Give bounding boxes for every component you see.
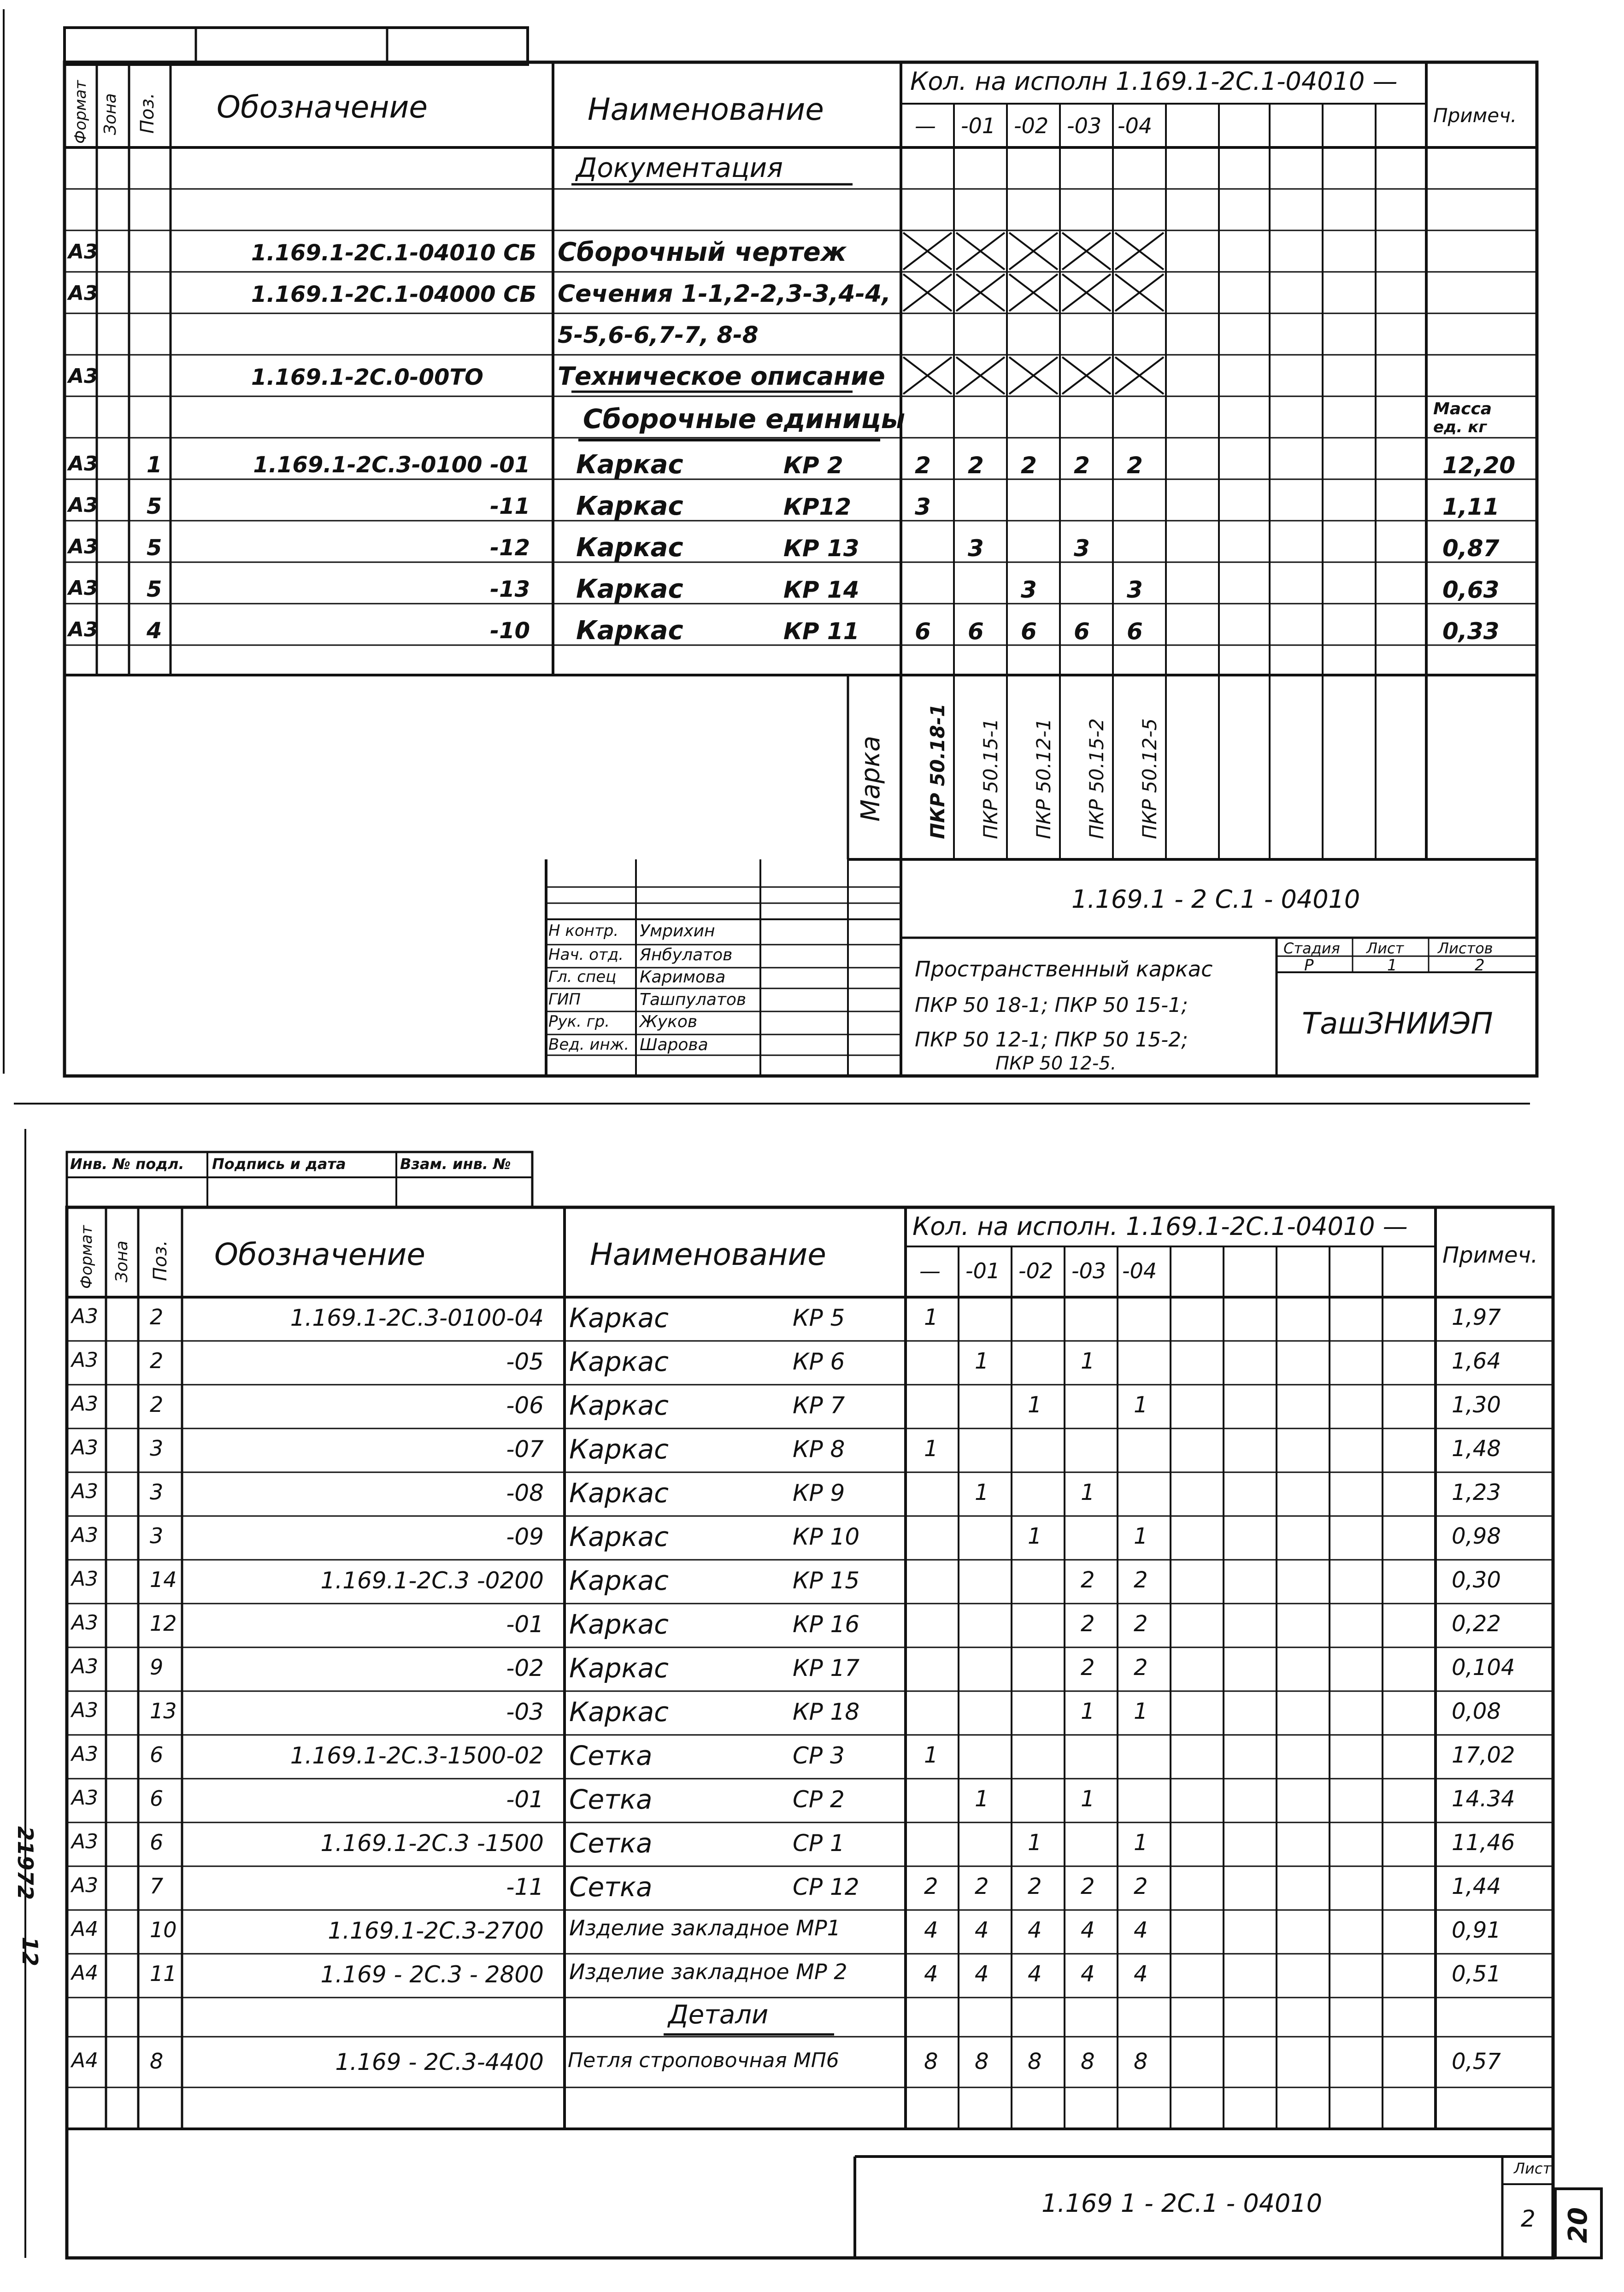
col-header-name: Наименование [588,92,824,127]
row-designation: -11 [506,1874,544,1900]
row-note: 0,51 [1452,1961,1501,1987]
row-mark: КР 16 [793,1611,860,1638]
row-designation: -13 [490,576,530,602]
row-designation: -12 [490,535,530,561]
row-name: Каркас [569,1521,669,1552]
row-name: Изделие закладное МР 2 [569,1959,847,1984]
row-name: Каркас [576,533,683,563]
row-format: А4 [71,2049,99,2072]
row-qty: 4 [975,1961,989,1987]
row-qty: 1 [1134,1392,1148,1418]
row-note: 12,20 [1442,452,1516,479]
row-designation: 1.169 - 2С.3-4400 [335,2049,544,2075]
doc-row-designation: 1.169.1-2С.1-04000 СБ [251,282,537,307]
row-note: 14.34 [1452,1786,1515,1812]
variant-0: — [915,113,936,138]
section-assemblies: Сборочные единицы [583,403,906,435]
variant-2: -02 [1014,113,1049,138]
stamp-code: 1.169.1 - 2 С.1 - 04010 [1071,885,1360,914]
row-name: Каркас [576,450,683,480]
row-mark: СР 12 [793,1874,859,1900]
variant-1: -01 [965,1258,1000,1283]
stamp-role: Н контр. [548,922,619,940]
row-designation: -10 [490,618,530,644]
side-text: 12 [18,1937,42,1967]
row-designation: 1.169.1-2С.3-0100-04 [290,1305,544,1331]
row-format: А3 [68,618,98,641]
row-note: 1,44 [1452,1874,1501,1899]
doc-row-designation: 1.169.1-2С.1-04010 СБ [251,240,537,266]
row-qty: 4 [924,1917,938,1943]
mass-header-unit: ед. кг [1433,418,1487,436]
row-designation: -05 [506,1348,544,1375]
row-designation: -03 [506,1698,544,1725]
marka-2: ПКР 50.12-1 [1032,718,1055,839]
marka-label: Марка [856,735,886,822]
row-qty: 1 [924,1436,938,1462]
row-note: 0,33 [1442,618,1500,645]
row-note: 0,30 [1452,1567,1501,1593]
row-pos: 11 [150,1961,177,1986]
col-header-note: Примеч. [1442,1242,1538,1268]
row-mark: КР 6 [793,1348,845,1375]
row-qty: 2 [1021,452,1037,479]
mass-header: Масса [1433,400,1492,418]
col-header-pos: Поз. [137,93,158,134]
row-qty: 3 [1074,535,1090,562]
row-qty: 4 [1028,1961,1042,1987]
row-mark: КР 13 [783,535,859,562]
row-mark: КР 11 [783,618,859,645]
row-pos: 6 [150,1742,164,1767]
col-header-format: Формат [71,80,90,144]
row-qty: 6 [915,618,931,645]
row-qty: 6 [1127,618,1143,645]
row-designation: -01 [506,1786,544,1813]
row-note: 1,11 [1442,494,1500,520]
stamp-title-line: Пространственный каркас [915,957,1213,981]
row-mark: КР 15 [793,1567,860,1594]
row-format: А3 [71,1611,99,1634]
row-name: Каркас [569,1609,669,1640]
row-note: 0,22 [1452,1611,1501,1637]
row-qty: 2 [1081,1611,1095,1637]
row-qty: 1 [924,1742,938,1768]
row-qty: 2 [924,1874,938,1899]
doc-row-designation: 1.169.1-2С.0-00ТО [251,364,483,390]
stamp-role: Вед. инж. [548,1035,630,1054]
row-mark: КР 17 [793,1655,860,1681]
row-qty: 2 [968,452,984,479]
col-header-zone: Зона [101,93,120,135]
row-note: 1,30 [1452,1392,1501,1418]
row-qty: 1 [975,1348,989,1374]
row-name: Изделие закладное МР1 [569,1916,841,1940]
col-header-pos: Поз. [150,1240,171,1281]
row-qty: 8 [1134,2049,1148,2075]
row-qty: 3 [1021,576,1037,603]
row-format: А3 [71,1436,99,1459]
stamp-role: Нач. отд. [548,946,624,964]
row-format: А3 [68,576,98,600]
bottom-code: 1.169 1 - 2С.1 - 04010 [1041,2189,1323,2218]
doc-row-name: Техническое описание [558,362,885,391]
row-designation: 1.169.1-2С.3-2700 [328,1917,544,1944]
row-designation: -11 [490,494,530,519]
row-mark: КР 7 [793,1392,845,1419]
doc-row-format: А3 [68,364,98,388]
row-qty: 3 [968,535,984,562]
stamp-person: Каримова [640,968,726,987]
row-name: Каркас [569,1565,669,1596]
row-format: А3 [71,1480,99,1503]
section-documentation: Документация [576,152,783,183]
row-designation: -07 [506,1436,544,1463]
stamp-person: Ташпулатов [640,990,747,1009]
row-designation: 1.169 - 2С.3 - 2800 [320,1961,544,1988]
row-pos: 6 [150,1830,164,1855]
row-qty: 4 [1028,1917,1042,1943]
row-qty: 2 [1028,1874,1042,1899]
row-mark: КР12 [783,494,852,520]
stamp-role: ГИП [548,990,581,1009]
row-format: А3 [71,1874,99,1897]
doc-row-format: А3 [68,282,98,305]
inv-header: Инв. № подл. [70,1155,184,1173]
row-qty: 6 [1021,618,1037,645]
row-qty: 1 [1134,1698,1148,1724]
row-qty: 2 [1134,1567,1148,1593]
stamp-person: Жуков [640,1012,698,1031]
row-qty: 8 [975,2049,989,2075]
stamp-title-line: ПКР 50 18-1; ПКР 50 15-1; [915,993,1188,1017]
row-qty: 2 [1134,1655,1148,1681]
row-qty: 2 [1134,1874,1148,1899]
stamp-sheet: 1 [1387,956,1397,975]
row-qty: 4 [1081,1961,1095,1987]
row-qty: 1 [975,1480,989,1505]
row-format: А3 [71,1348,99,1372]
row-format: А3 [71,1742,99,1766]
row-designation: -02 [506,1655,544,1681]
row-pos: 3 [150,1436,164,1461]
row-note: 0,87 [1442,535,1500,562]
row-pos: 5 [147,494,162,519]
stamp-stage: Р [1304,956,1314,975]
row-pos: 12 [150,1611,177,1636]
row-qty: 1 [1081,1348,1095,1374]
variant-3: -03 [1071,1258,1106,1283]
row-qty: 8 [1028,2049,1042,2075]
stamp-person: Янбулатов [640,946,733,964]
row-pos: 10 [150,1917,177,1942]
row-format: А3 [71,1305,99,1328]
row-format: А3 [71,1655,99,1678]
row-pos: 7 [150,1874,164,1898]
variant-1: -01 [961,113,996,138]
row-pos: 14 [150,1567,177,1592]
row-mark: КР 5 [793,1305,845,1331]
row-qty: 1 [1081,1480,1095,1505]
row-pos: 5 [147,576,162,602]
row-note: 0,104 [1452,1655,1515,1681]
bottom-sheet-no: 2 [1521,2205,1536,2232]
row-qty: 2 [1134,1611,1148,1637]
row-name: Каркас [576,574,683,604]
row-qty: 6 [968,618,984,645]
row-qty: 1 [975,1786,989,1812]
row-designation: -08 [506,1480,544,1506]
marka-4: ПКР 50.12-5 [1138,718,1161,839]
row-qty: 1 [924,1305,938,1330]
row-qty: 2 [1081,1874,1095,1899]
row-note: 0,63 [1442,576,1500,603]
row-designation: -01 [506,1611,544,1638]
row-name: Каркас [569,1434,669,1465]
row-pos: 6 [150,1786,164,1811]
row-pos: 4 [147,618,162,644]
row-pos: 2 [150,1392,164,1417]
row-format: А3 [71,1567,99,1591]
row-note: 1,48 [1452,1436,1501,1462]
row-qty: 1 [1028,1392,1042,1418]
row-designation: -06 [506,1392,544,1419]
row-mark: КР 8 [793,1436,845,1463]
col-header-zone: Зона [112,1240,131,1282]
row-pos: 1 [147,452,162,478]
col-header-note: Примеч. [1433,104,1517,127]
row-note: 1,23 [1452,1480,1501,1505]
stamp-sheets-header: Листов [1438,940,1493,957]
row-format: А4 [71,1917,99,1941]
row-mark: СР 3 [793,1742,845,1769]
col-header-format: Формат [77,1225,96,1289]
variant-3: -03 [1067,113,1102,138]
row-name: Каркас [576,616,683,646]
row-pos: 8 [150,2049,164,2074]
row-qty: 4 [1134,1961,1148,1987]
row-pos: 3 [150,1480,164,1504]
stamp-role: Рук. гр. [548,1012,610,1031]
stamp-title-line: ПКР 50 12-1; ПКР 50 15-2; [915,1028,1188,1052]
row-note: 1,64 [1452,1348,1501,1374]
row-mark: КР 9 [793,1480,845,1506]
row-qty: 3 [915,494,931,520]
row-qty: 8 [1081,2049,1095,2075]
row-mark: КР 10 [793,1523,860,1550]
col-header-designation: Обозначение [217,89,428,125]
row-qty: 4 [975,1917,989,1943]
row-designation: 1.169.1-2С.3 -1500 [320,1830,544,1857]
row-note: 11,46 [1452,1830,1515,1856]
row-note: 0,08 [1452,1698,1501,1724]
row-pos: 3 [150,1523,164,1548]
row-name: Сетка [569,1740,653,1771]
row-qty: 2 [975,1874,989,1899]
row-name: Каркас [576,491,683,521]
stamp-sheet-header: Лист [1366,940,1404,957]
stamp-title-line: ПКР 50 12-5. [995,1053,1117,1074]
row-note: 1,97 [1452,1305,1501,1330]
row-qty: 4 [924,1961,938,1987]
stamp-person: Умрихин [640,922,715,940]
row-mark: СР 1 [793,1830,845,1857]
col-header-qty: Кол. на исполн 1.169.1-2С.1-04010 — [910,67,1398,96]
row-pos: 13 [150,1698,177,1723]
row-qty: 1 [1081,1698,1095,1724]
row-name: Каркас [569,1390,669,1421]
row-mark: КР 2 [783,452,843,479]
row-name: Сетка [569,1828,653,1859]
row-qty: 1 [1028,1523,1042,1549]
row-qty: 4 [1134,1917,1148,1943]
doc-row-format: А3 [68,240,98,264]
variant-2: -02 [1018,1258,1053,1283]
row-note: 0,91 [1452,1917,1501,1943]
row-designation: 1.169.1-2С.3-1500-02 [290,1742,544,1769]
row-name: Каркас [569,1652,669,1684]
section-details: Детали [668,2000,769,2030]
row-qty: 1 [1134,1523,1148,1549]
row-name: Каркас [569,1696,669,1728]
row-qty: 8 [924,2049,938,2075]
doc-row-name: Сечения 1-1,2-2,3-3,4-4, [558,280,891,308]
sign-header: Подпись и дата [212,1155,346,1173]
variant-4: -04 [1122,1258,1157,1283]
row-format: А3 [71,1830,99,1853]
row-pos: 2 [150,1305,164,1329]
row-note: 0,98 [1452,1523,1501,1549]
row-name: Петля строповочная МП6 [568,2049,839,2072]
row-designation: 1.169.1-2С.3-0100 -01 [253,452,530,478]
variant-4: -04 [1118,113,1153,138]
row-format: А3 [71,1698,99,1722]
row-pos: 2 [150,1348,164,1373]
row-format: А3 [68,535,98,558]
doc-row-name: Сборочный чертеж [558,237,847,267]
row-format: А3 [71,1392,99,1416]
row-qty: 6 [1074,618,1090,645]
row-qty: 1 [1081,1786,1095,1812]
marka-1: ПКР 50.15-1 [979,718,1002,839]
marka-0: ПКР 50.18-1 [926,703,949,839]
stamp-sheets: 2 [1475,956,1485,975]
stamp-org: ТашЗНИИЭП [1302,1007,1493,1041]
row-qty: 3 [1127,576,1143,603]
doc-row-name: 5-5,6-6,7-7, 8-8 [558,322,759,348]
stamp-person: Шарова [640,1035,708,1054]
row-format: А3 [71,1523,99,1547]
marka-3: ПКР 50.15-2 [1085,718,1108,839]
row-note: 17,02 [1452,1742,1515,1768]
row-name: Сетка [569,1784,653,1815]
row-name: Каркас [569,1302,669,1334]
row-name: Каркас [569,1477,669,1509]
row-mark: КР 14 [783,576,859,603]
stamp-stage-header: Стадия [1283,940,1340,957]
row-qty: 1 [1028,1830,1042,1856]
row-pos: 9 [150,1655,164,1680]
row-format: А4 [71,1961,99,1985]
bottom-sheet-label: Лист [1514,2160,1552,2177]
col-header-designation: Обозначение [214,1237,425,1272]
row-pos: 5 [147,535,162,561]
row-designation: -09 [506,1523,544,1550]
col-header-name: Наименование [590,1237,826,1272]
row-mark: СР 2 [793,1786,845,1813]
row-qty: 2 [1081,1567,1095,1593]
row-qty: 1 [1134,1830,1148,1856]
row-note: 0,57 [1452,2049,1501,2075]
replace-header: Взам. инв. № [400,1155,511,1173]
row-format: А3 [68,494,98,517]
row-name: Каркас [569,1346,669,1377]
row-designation: 1.169.1-2С.3 -0200 [320,1567,544,1594]
col-header-qty: Кол. на исполн. 1.169.1-2С.1-04010 — [912,1212,1408,1241]
variant-0: — [919,1258,941,1283]
row-mark: КР 18 [793,1698,860,1725]
row-name: Сетка [569,1871,653,1903]
row-qty: 2 [1081,1655,1095,1681]
side-text: 21972 [13,1826,38,1900]
page-number: 20 [1563,2207,1593,2243]
row-format: А3 [68,452,98,476]
stamp-role: Гл. спец [548,968,617,986]
row-format: А3 [71,1786,99,1810]
row-qty: 2 [1074,452,1090,479]
row-qty: 4 [1081,1917,1095,1943]
row-qty: 2 [1127,452,1143,479]
row-qty: 2 [915,452,931,479]
